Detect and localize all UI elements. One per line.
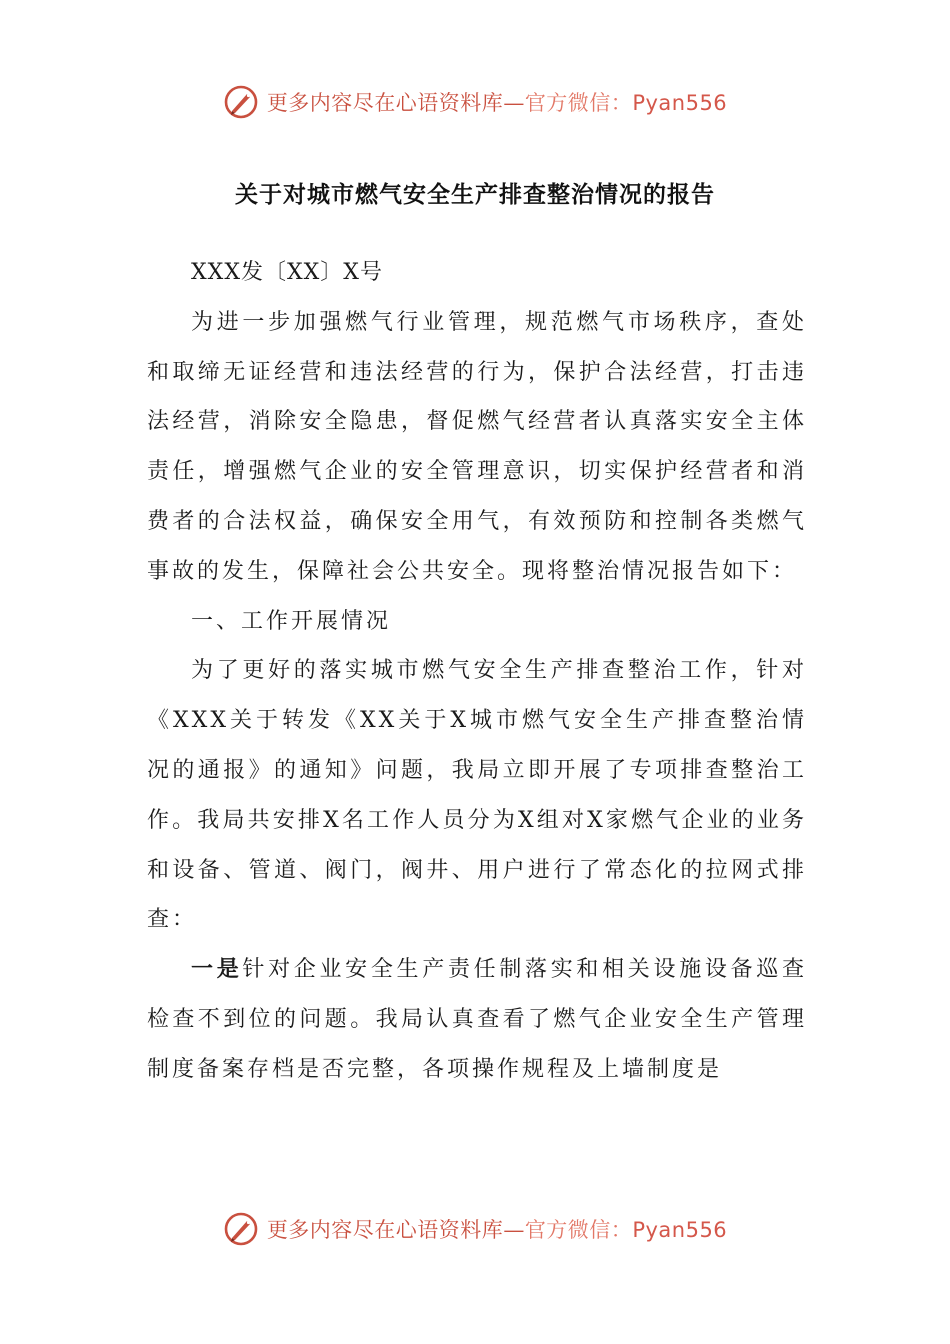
watermark-text: 更多内容尽在心语资料库 bbox=[266, 1218, 504, 1242]
document-body bbox=[147, 248, 807, 1095]
section-paragraph: 为了更好的落实城市燃气安全生产排查整治工作，针对《XXX关于转发《XX关于X城市燃气安全生产排查整治情况的通报》的通知》问题，我局立即开展了专项排查整治工作。我局共安排X名工作人员分为X组对X家燃气企业的业务和设备、管道、阀门，阀井、用户进行了常态化的拉网式排查： bbox=[147, 658, 807, 933]
document-title: 关于对城市燃气安全生产排查整治情况的报告 bbox=[235, 182, 715, 208]
intro-paragraph: 为进一步加强燃气行业管理，规范燃气市场秩序，查处和取缔无证经营和违法经营的行为，保护合法经营，打击违法经营，消除安全隐患，督促燃气经营者认真落实安全主体责任，增强燃气企业的安全管理意识，切实保护经营者和消费者的合法权益，确保安全用气，有效预防和控制各类燃气事故的发生，保障社会公共安全。现将整治情况报告如下： bbox=[147, 309, 807, 584]
watermark-wechat-label: 官方微信： bbox=[524, 1218, 633, 1242]
footer-watermark-banner bbox=[0, 1211, 950, 1247]
watermark-separator: — bbox=[503, 91, 525, 115]
watermark-wechat-id: Pyan556 bbox=[632, 91, 728, 115]
header-watermark-banner bbox=[0, 84, 950, 120]
watermark-text: 更多内容尽在心语资料库 bbox=[266, 91, 504, 115]
item-lead-bold: 一是 bbox=[191, 956, 243, 983]
watermark-separator: — bbox=[503, 1218, 525, 1242]
watermark-wechat-id: Pyan556 bbox=[632, 1218, 728, 1242]
section-heading: 一、工作开展情况 bbox=[191, 608, 392, 634]
pen-circle-logo-icon bbox=[223, 1211, 259, 1247]
pen-circle-logo-icon bbox=[223, 84, 259, 120]
document-number: XXX发〔XX〕X号 bbox=[191, 260, 383, 285]
watermark-wechat-label: 官方微信： bbox=[524, 91, 633, 115]
item-body-text: 针对企业安全生产责任制落实和相关设施设备巡查检查不到位的问题。我局认真查看了燃气企业安全生产管理制度备案存档是否完整，各项操作规程及上墙制度是 bbox=[147, 957, 807, 1082]
item-paragraph bbox=[147, 945, 807, 1094]
